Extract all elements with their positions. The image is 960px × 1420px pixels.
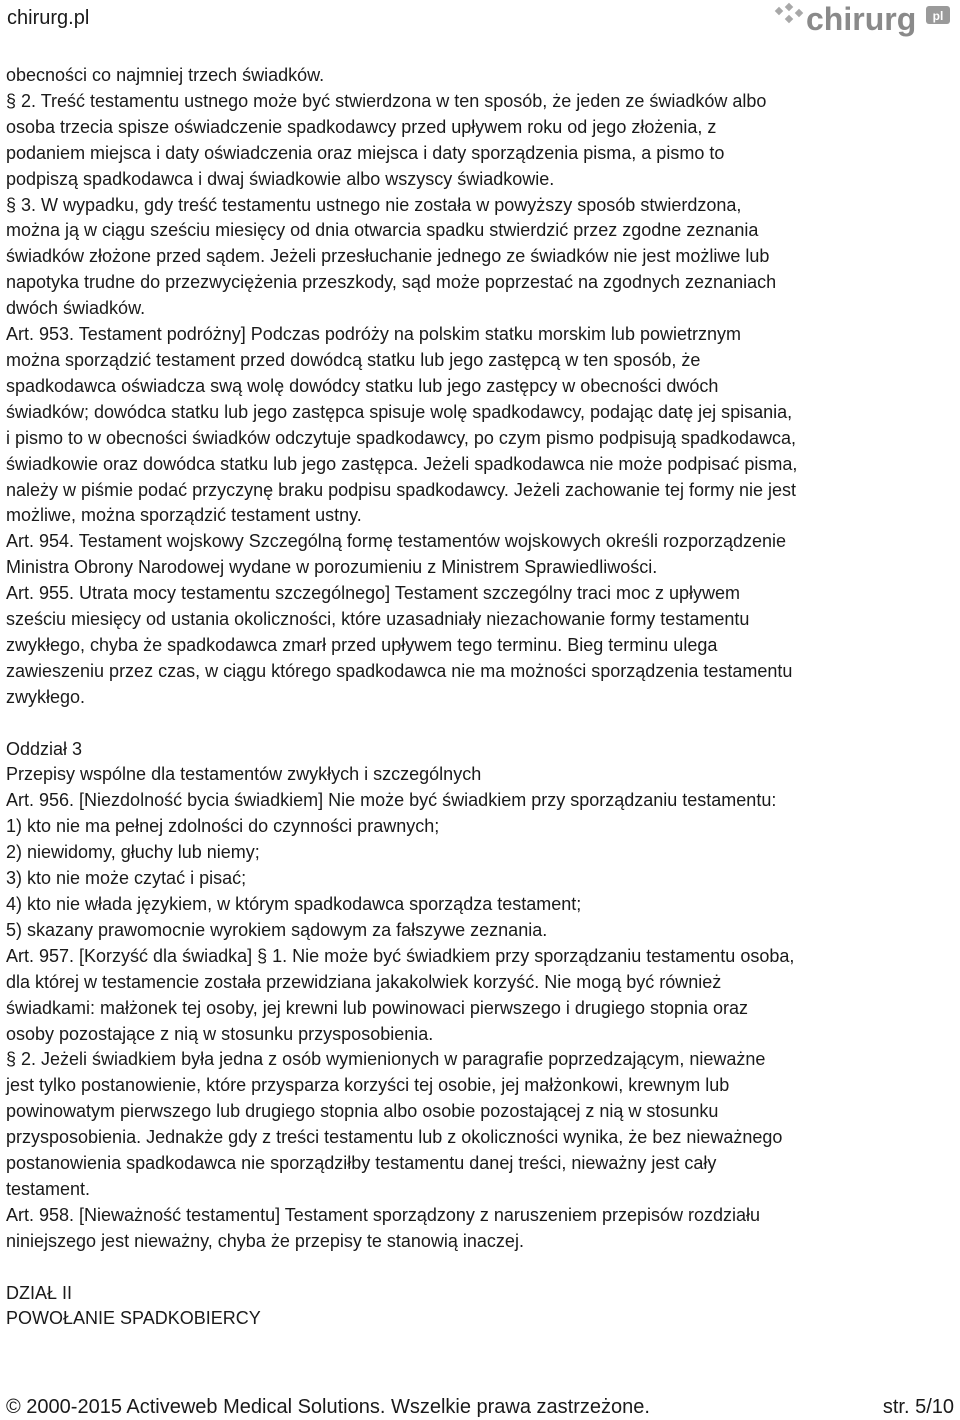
- blank-line: [6, 1255, 954, 1281]
- text-line: napotyka trudne do przezwyciężenia przeszkody, sąd może poprzestać na zgodnych zeznaniach: [6, 272, 777, 293]
- text-line: możliwe, można sporządzić testament ustny.: [6, 505, 362, 526]
- text-line: świadków złożone przed sądem. Jeżeli przesłuchanie jednego ze świadków nie jest możliwe lub: [6, 246, 770, 267]
- chirurg-logo: [774, 0, 954, 44]
- text-line: zwykłego, chyba że spadkodawca zmarł przed upływem tego terminu. Bieg terminu ulega: [6, 634, 718, 655]
- page-footer: [6, 1395, 954, 1419]
- text-line: Art. 957. [Korzyść dla świadka] § 1. Nie może być świadkiem przy sporządzaniu testamentu osoba,: [6, 945, 795, 966]
- text-line: § 2. Jeżeli świadkiem była jedna z osób wymienionych w paragrafie poprzedzającym, nieważne: [6, 1049, 766, 1070]
- text-line: testament.: [6, 1178, 91, 1199]
- text-line: 3) kto nie może czytać i pisać;: [6, 868, 247, 889]
- text-line: 5) skazany prawomocnie wyrokiem sądowym za fałszywe zeznania.: [6, 919, 548, 940]
- text-line: zwykłego.: [6, 686, 86, 707]
- text-line: i pismo to w obecności świadków odczytuje spadkodawcy, po czym pismo podpisują spadkodawca,: [6, 427, 797, 448]
- text-line: spadkodawca oświadcza swą wolę dowódcy statku lub jego zastępcy w obecności dwóch: [6, 375, 719, 396]
- text-line: sześciu miesięcy od ustania okoliczności, które uzasadniały niezachowanie formy testamentu: [6, 609, 750, 630]
- text-line: Art. 958. [Nieważność testamentu] Testament sporządzony z naruszeniem przepisów rozdziału: [6, 1204, 761, 1225]
- text-line: dwóch świadków.: [6, 298, 146, 319]
- text-line: przysposobienia. Jednakże gdy z treści testamentu lub z okoliczności wynika, że bez nieważnego: [6, 1127, 783, 1148]
- text-line: 4) kto nie włada językiem, w którym spadkodawca sporządza testament;: [6, 893, 582, 914]
- text-line: Art. 953. Testament podróżny] Podczas podróży na polskim statku morskim lub powietrznym: [6, 324, 741, 345]
- logo-text: chirurg: [806, 1, 917, 37]
- text-line: § 2. Treść testamentu ustnego może być stwierdzona w ten sposób, że jeden ze świadków albo: [6, 90, 767, 111]
- text-line: POWOŁANIE SPADKOBIERCY: [6, 1308, 261, 1329]
- text-line: niniejszego jest nieważny, chyba że przepisy te stanowią inaczej.: [6, 1230, 524, 1251]
- text-line: § 3. W wypadku, gdy treść testamentu ustnego nie została w powyższy sposób stwierdzona,: [6, 194, 742, 215]
- text-line: 2) niewidomy, głuchy lub niemy;: [6, 842, 260, 863]
- text-line: Art. 956. [Niezdolność bycia świadkiem] Nie może być świadkiem przy sporządzaniu testamentu:: [6, 790, 777, 811]
- site-name: chirurg.pl: [7, 7, 90, 29]
- text-line: postanowienia spadkodawca nie sporządziłby testamentu danej treści, nieważny jest cały: [6, 1153, 717, 1174]
- document-body: [6, 63, 954, 1332]
- text-line: należy w piśmie podać przyczynę braku podpisu spadkodawcy. Jeżeli zachowanie tej formy nie jest: [6, 479, 797, 500]
- text-line: powinowatym pierwszego lub drugiego stopnia albo osobie pozostającej z nią w stosunku: [6, 1101, 719, 1122]
- blank-line: [6, 711, 954, 737]
- text-line: Ministra Obrony Narodowej wydane w porozumieniu z Ministrem Sprawiedliwości.: [6, 557, 658, 578]
- text-line: osoby pozostające z nią w stosunku przysposobienia.: [6, 1023, 434, 1044]
- text-line: świadkami: małżonek tej osoby, jej krewni lub powinowaci pierwszego i drugiego stopnia oraz: [6, 997, 749, 1018]
- text-line: można sporządzić testament przed dowódcą statku lub jego zastępcą w ten sposób, że: [6, 349, 701, 370]
- text-line: zawieszeniu przez czas, w ciągu którego spadkodawca nie ma możności sporządzenia testamentu: [6, 660, 793, 681]
- text-line: świadków; dowódca statku lub jego zastępca spisuje wolę spadkodawcy, podając datę jej spisania,: [6, 401, 793, 422]
- text-line: Art. 955. Utrata mocy testamentu szczególnego] Testament szczególny traci moc z upływem: [6, 583, 740, 604]
- text-line: jest tylko postanowienie, które przysparza korzyści tej osobie, jej małżonkowi, krewnym lub: [6, 1075, 730, 1096]
- text-line: świadkowie oraz dowódca statku lub jego zastępca. Jeżeli spadkodawca nie może podpisać pisma,: [6, 453, 798, 474]
- text-line: podaniem miejsca i daty oświadczenia oraz miejsca i daty sporządzenia pisma, a pismo to: [6, 142, 725, 163]
- text-line: można ją w ciągu sześciu miesięcy od dnia otwarcia spadku stwierdzić przez zgodne zeznania: [6, 220, 759, 241]
- text-line: 1) kto nie ma pełnej zdolności do czynności prawnych;: [6, 816, 440, 837]
- text-line: obecności co najmniej trzech świadków.: [6, 65, 325, 85]
- text-line: Oddział 3: [6, 738, 83, 759]
- copyright-text: © 2000-2015 Activeweb Medical Solutions. Wszelkie prawa zastrzeżone.: [6, 1396, 650, 1418]
- text-line: podpiszą spadkodawca i dwaj świadkowie albo wszyscy świadkowie.: [6, 168, 555, 189]
- logo-badge: pl: [932, 9, 944, 23]
- text-line: Art. 954. Testament wojskowy Szczególną formę testamentów wojskowych określi rozporządzenie: [6, 531, 787, 552]
- text-line: DZIAŁ II: [6, 1282, 73, 1303]
- text-line: Przepisy wspólne dla testamentów zwykłych i szczególnych: [6, 764, 482, 785]
- page-number: str. 5/10: [882, 1396, 954, 1418]
- text-line: dla której w testamencie została przewidziana jakakolwiek korzyść. Nie mogą być również: [6, 971, 722, 992]
- text-line: osoba trzecia spisze oświadczenie spadkodawcy przed upływem roku od jego złożenia, z: [6, 116, 717, 137]
